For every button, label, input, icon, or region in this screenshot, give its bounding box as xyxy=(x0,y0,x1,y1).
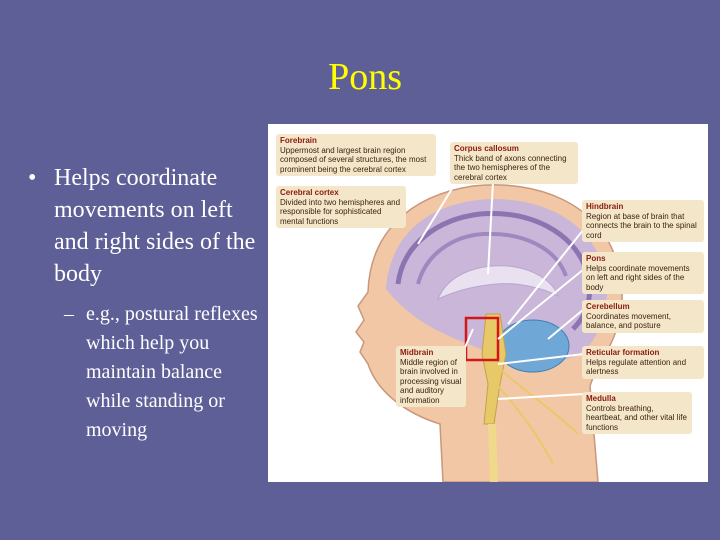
label-cerebellum-heading: Cerebellum xyxy=(586,302,630,311)
label-reticular-formation-heading: Reticular formation xyxy=(586,348,660,357)
label-cerebral-cortex xyxy=(276,186,406,228)
label-medulla xyxy=(582,392,692,434)
label-cerebellum xyxy=(582,300,704,333)
label-corpus-callosum-heading: Corpus callosum xyxy=(454,144,519,153)
label-corpus-callosum xyxy=(450,142,578,184)
bullet-list xyxy=(28,162,268,445)
label-corpus-callosum-text: Thick band of axons connecting the two hemispheres of the cerebral cortex xyxy=(454,153,567,182)
label-cerebral-cortex-heading: Cerebral cortex xyxy=(280,188,339,197)
label-hindbrain-text: Region at base of brain that connects the brain to the spinal cord xyxy=(586,211,697,240)
label-forebrain-heading: Forebrain xyxy=(280,136,317,145)
cerebellum-shape xyxy=(497,320,569,372)
label-cerebral-cortex-text: Divided into two hemispheres and responsible for sophisticated mental functions xyxy=(280,197,401,226)
sub-bullet-text: e.g., postural reflexes which help you maintain balance while standing or moving xyxy=(86,303,258,441)
slide-title: Pons xyxy=(328,56,402,98)
label-pons-heading: Pons xyxy=(586,254,606,263)
brain-diagram xyxy=(268,124,708,482)
label-forebrain xyxy=(276,134,436,176)
label-reticular-formation xyxy=(582,346,704,379)
label-cerebellum-text: Coordinates movement, balance, and posture xyxy=(586,311,671,330)
label-midbrain xyxy=(396,346,466,407)
label-midbrain-heading: Midbrain xyxy=(400,348,434,357)
label-hindbrain xyxy=(582,200,704,242)
label-medulla-heading: Medulla xyxy=(586,394,616,403)
label-pons-text: Helps coordinate movements on left and right sides of the body xyxy=(586,263,690,292)
label-pons xyxy=(582,252,704,294)
label-midbrain-text: Middle region of brain involved in processing visual and auditory information xyxy=(400,357,462,405)
label-medulla-text: Controls breathing, heartbeat, and other vital life functions xyxy=(586,403,687,432)
sub-bullet xyxy=(28,300,268,445)
label-forebrain-text: Uppermost and largest brain region composed of several structures, the most prominent being the cerebral cortex xyxy=(280,145,427,174)
label-hindbrain-heading: Hindbrain xyxy=(586,202,624,211)
sub-bullet-dash: – xyxy=(64,303,74,325)
bullet-main: • Helps coordinate movements on left and right sides of the body xyxy=(28,162,268,290)
label-reticular-formation-text: Helps regulate attention and alertness xyxy=(586,357,687,376)
